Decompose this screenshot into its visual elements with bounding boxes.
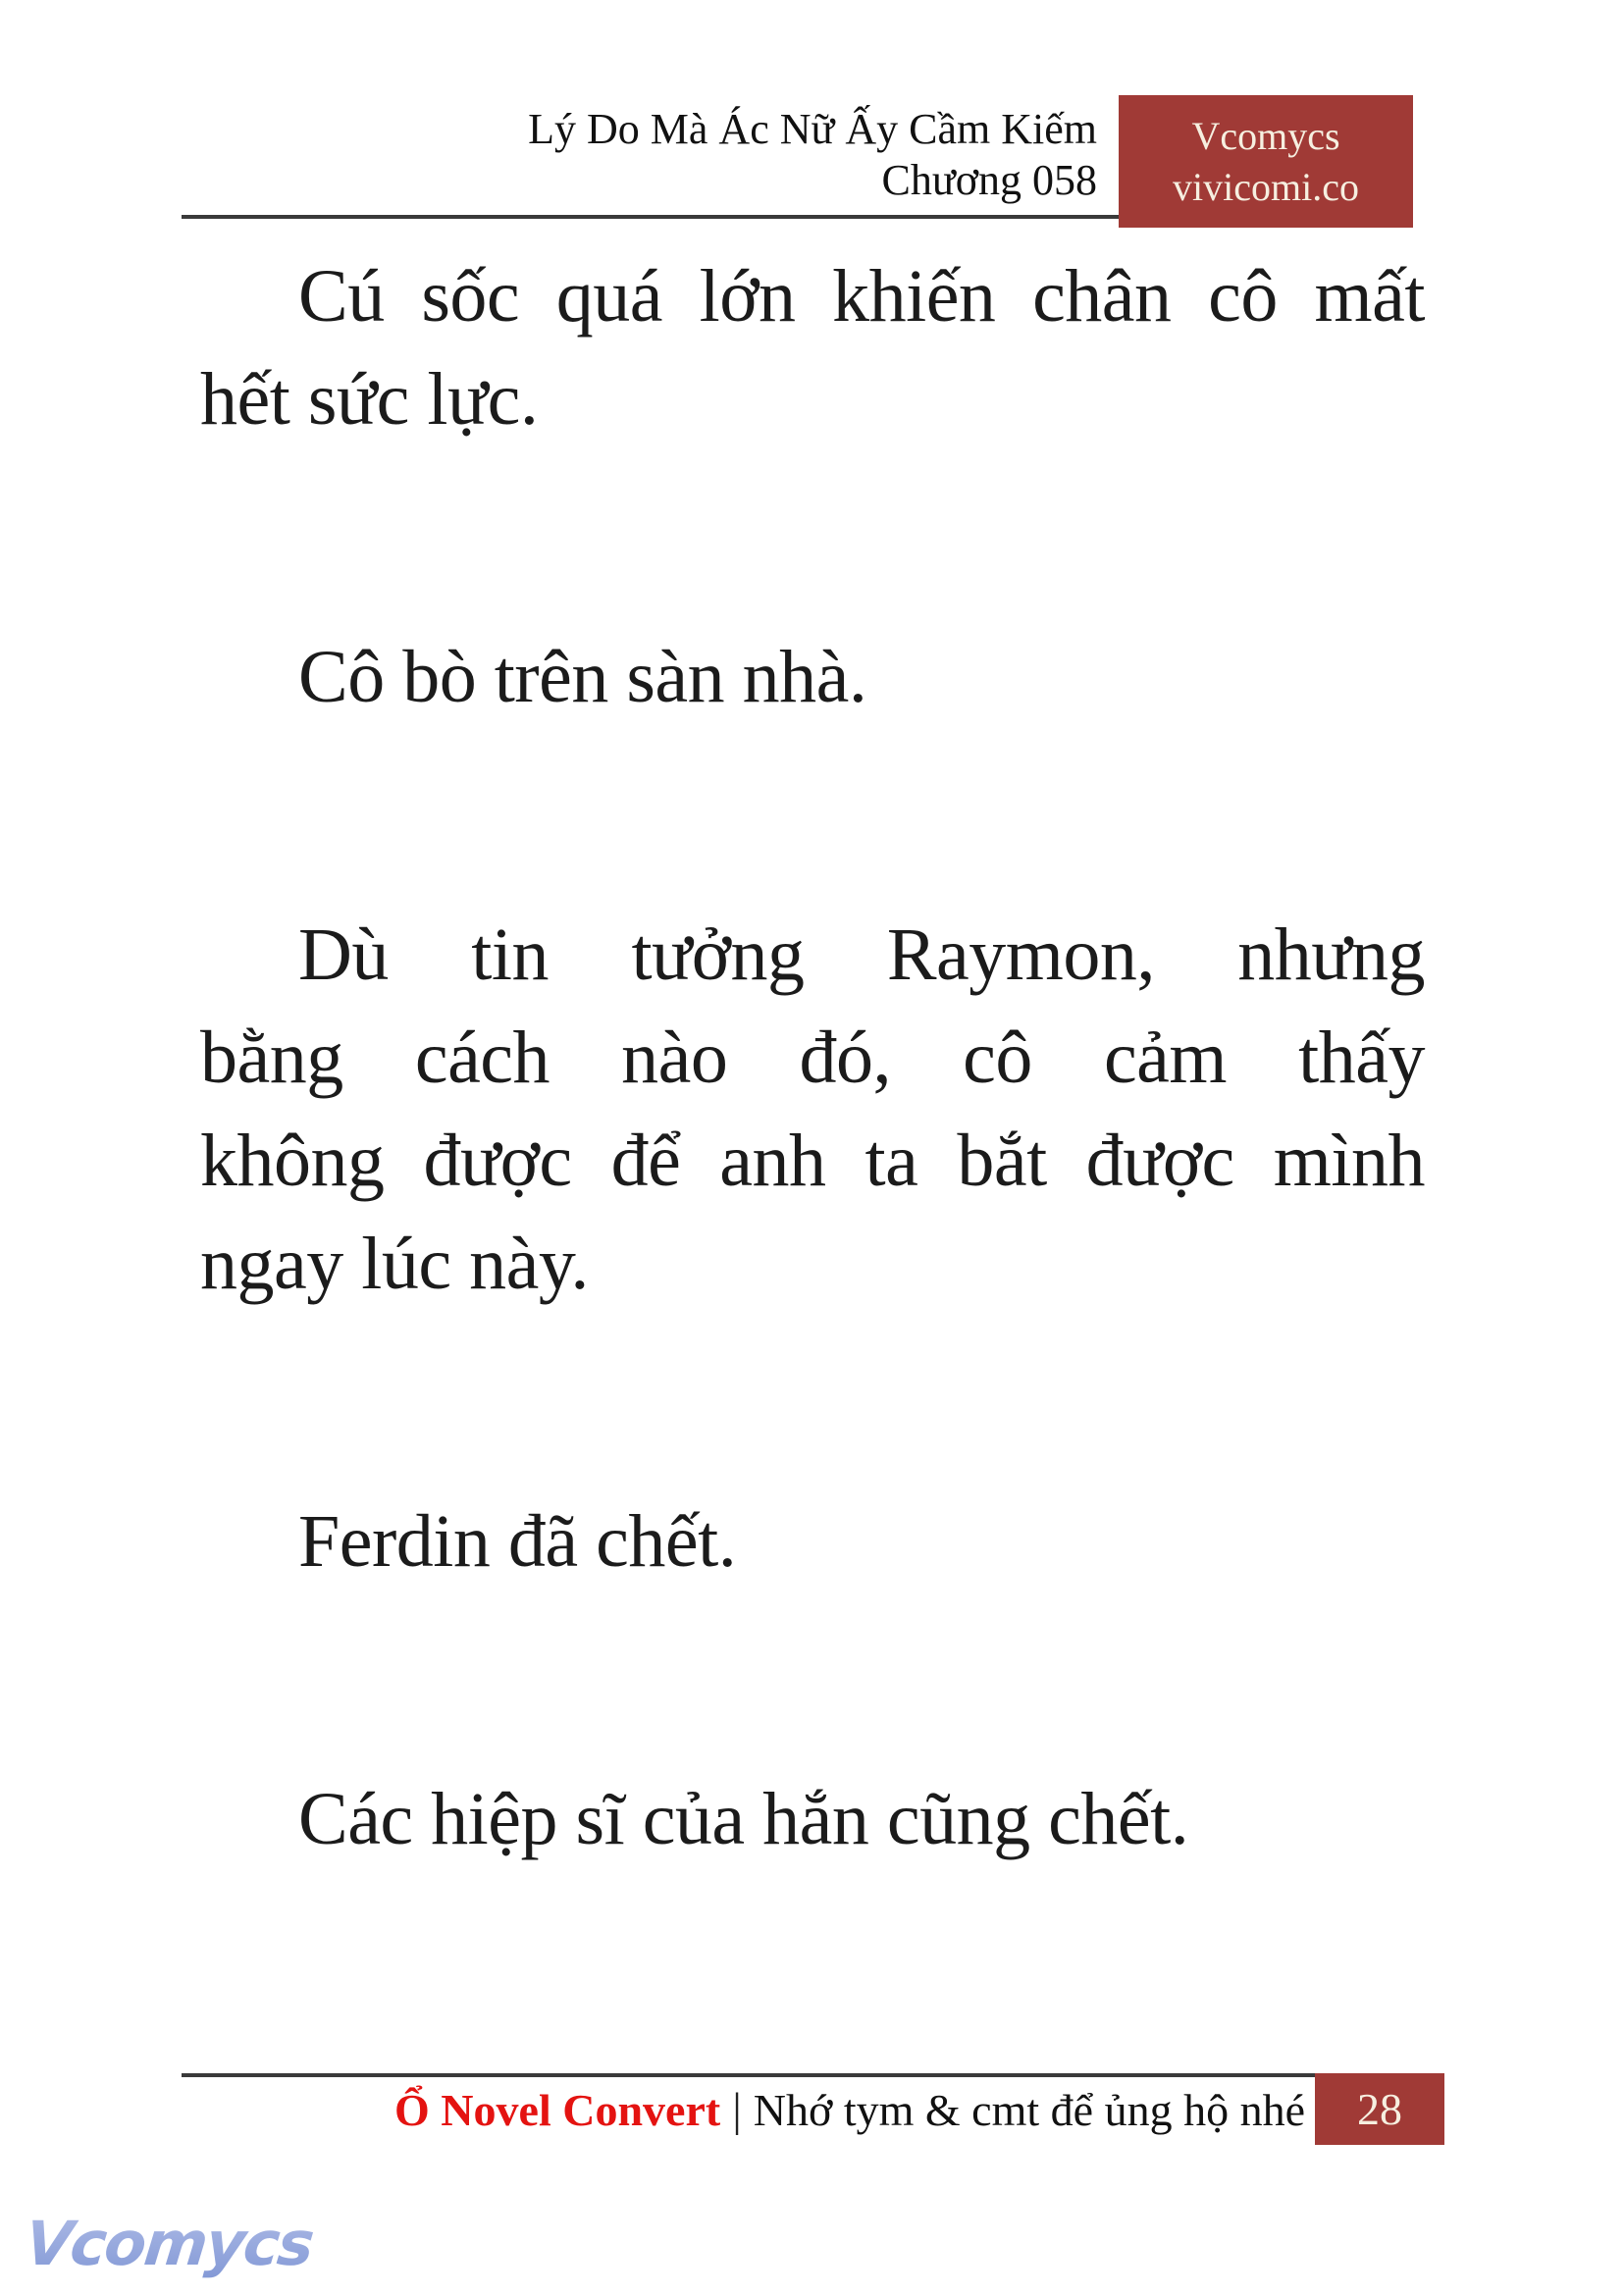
watermark-logo: Vcomycs [22, 2208, 316, 2279]
footer-divider [182, 2073, 1315, 2077]
paragraph [200, 904, 1425, 1316]
translator-badge [1119, 95, 1413, 228]
text-line: Ferdin đã chết. [298, 1500, 737, 1583]
paragraph [200, 1490, 1425, 1593]
text-line: Dù tin tưởng Raymon, nhưng [298, 913, 1425, 996]
body-text [200, 245, 1425, 2046]
text-line: Các hiệp sĩ của hắn cũng chết. [298, 1778, 1189, 1860]
footer-brand: Ổ Novel Convert [394, 2085, 721, 2135]
text-line: không được để anh ta bắt được mình [200, 1120, 1425, 1202]
chapter-title [528, 104, 1097, 206]
chapter-number: Chương 058 [881, 156, 1097, 204]
paragraph [200, 1768, 1425, 1871]
footer-note: Nhớ tym & cmt để ủng hộ nhé [753, 2085, 1305, 2135]
footer-separator: | [732, 2084, 742, 2136]
text-line: hết sức lực. [200, 358, 539, 441]
header-divider [182, 215, 1119, 219]
translator-badge-site: vivicomi.co [1173, 164, 1359, 209]
text-line: Cú sốc quá lớn khiến chân cô mất [298, 255, 1425, 338]
page-number-badge [1315, 2073, 1444, 2145]
page-number: 28 [1357, 2084, 1402, 2134]
text-line: Cô bò trên sàn nhà. [298, 636, 867, 718]
text-line: ngay lúc này. [200, 1223, 589, 1305]
translator-badge-name: Vcomycs [1191, 113, 1340, 158]
chapter-title-line1: Lý Do Mà Ác Nữ Ấy Cầm Kiếm [528, 105, 1097, 153]
text-line: bằng cách nào đó, cô cảm thấy [200, 1017, 1425, 1099]
paragraph [200, 245, 1425, 451]
footer-credit [394, 2082, 1305, 2139]
paragraph [200, 626, 1425, 729]
